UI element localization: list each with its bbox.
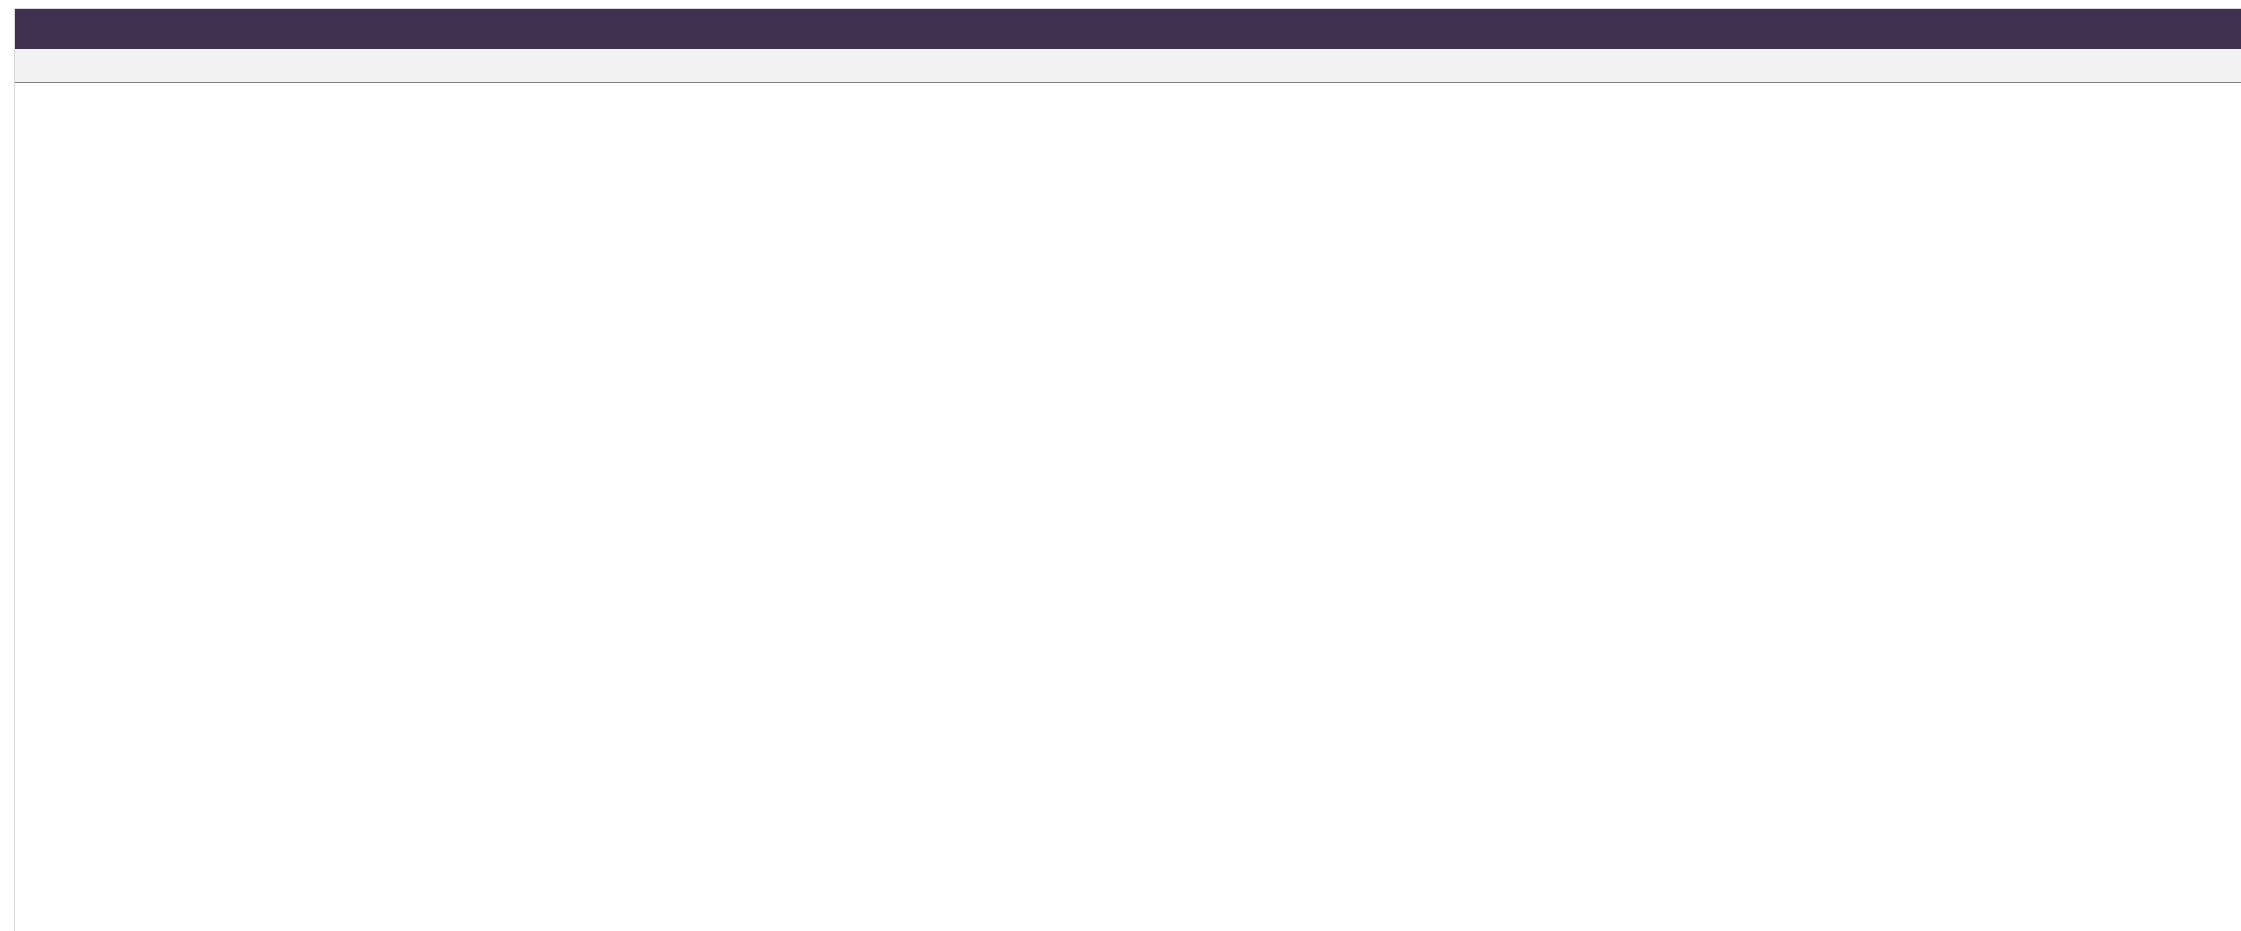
sheet-top-edge [0, 0, 2241, 9]
table-header-row [15, 49, 2241, 83]
sheet-title [15, 9, 2241, 49]
left-gutter [0, 8, 15, 931]
